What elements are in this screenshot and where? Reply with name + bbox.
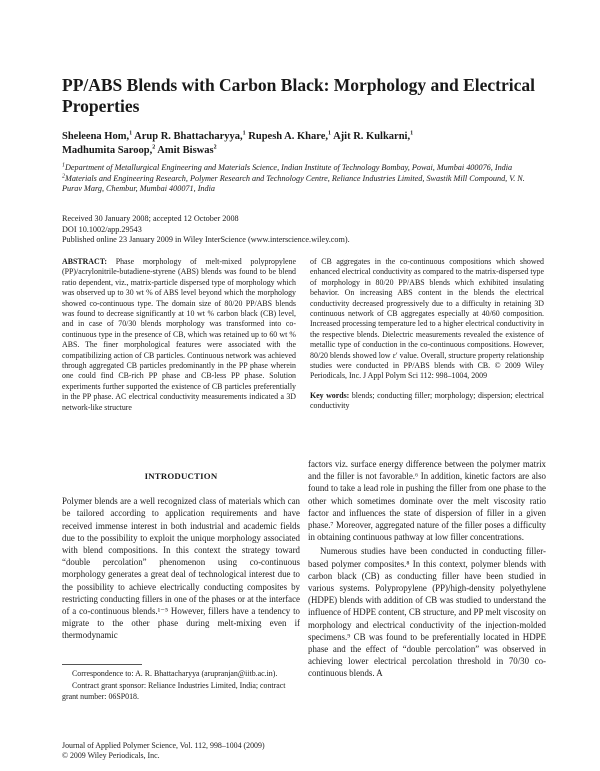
- author-name: Sheleena Hom,$^1$: [62, 130, 133, 142]
- affiliation: $^1$Department of Metallurgical Engineering and Materials Science, Indian Institute of Technology Bombay, Powai, Mumbai 400076, India: [62, 162, 513, 172]
- copyright: © 2009 Wiley Periodicals, Inc.: [62, 751, 160, 761]
- journal-citation: Journal of Applied Polymer Science, Vol. 112, 998–1004 (2009): [62, 741, 265, 750]
- paper-title: PP/ABS Blends with Carbon Black: Morphology and Electrical Properties: [62, 75, 536, 116]
- author-list: [62, 130, 542, 158]
- author-name: Ajit R. Kulkarni,$^1$: [333, 130, 414, 142]
- footnotes: [62, 664, 300, 704]
- author-name: Rupesh A. Khare,$^1$: [248, 130, 332, 142]
- correspondence-note: Correspondence to: A. R. Bhattacharyya (arupranjan@iitb.ac.in).: [72, 669, 278, 678]
- abstract-left-column: [62, 257, 296, 413]
- doi: DOI 10.1002/app.29543: [62, 224, 142, 234]
- body-left-column: [62, 470, 300, 642]
- section-heading: INTRODUCTION: [144, 471, 218, 481]
- abstract-text-continued: of CB aggregates in the co-continuous compositions which showed enhanced electrical conductivity as compared to the matrix-dispersed type of morphology in 80/20 PP/ABS blends which exhibited insulating behavior. On increasing ABS content in the blends the electrical conductivity decreased progressively due to a difficulty in retaining 3D continuous network of CB aggregates especially at 40/60 composition. Increased processing temperature led to a higher electrical conductivity in the respective blends. Dielectric measurements revealed the existence of metallic type of conduction in the co-continuous compositions. However, 80/20 blends showed low ε′ value. Overall, structure property relationship studies were conducted in PP/ABS blends with CB. © 2009 Wiley Periodicals, Inc. J Appl Polym Sci 112: 998–1004, 2009: [310, 257, 544, 381]
- publication-dates: [62, 214, 542, 246]
- received-date: Received 30 January 2008; accepted 12 October 2008: [62, 214, 239, 223]
- body-right-column: [308, 458, 546, 680]
- abstract-text: Phase morphology of melt-mixed polypropylene (PP)/acrylonitrile-butadiene-styrene (ABS) blends was found to be blend ratio dependent, viz., matrix-particle dispersed type of morphology which was observed up to 30 wt % of ABS level beyond which the morphology showed co-continuous type. The domain size of 80/20 PP/ABS blends was found to decrease significantly at 10 wt % carbon black (CB) level, and in case of 70/30 blends morphology was transformed into co-continuous type in the presence of CB, which was retained up to 60 wt % ABS. The finer morphological features were associated with the compatibilizing action of CB particles. Continuous network was achieved through aggregated CB particles predominantly in the PP phase wherein one could find CB-rich PP phase and CB-less PP phase. Solution experiments further supported the existence of CB particles preferentially in the PP phase. AC electrical conductivity measurements indicated a 3D network-like structure: [62, 257, 296, 412]
- published-date: Published online 23 January 2009 in Wiley InterScience (www.interscience.wiley.com).: [62, 235, 350, 244]
- author-name: Amit Biswas$^2$: [157, 144, 217, 156]
- abstract: [62, 257, 542, 452]
- journal-footer: [62, 741, 302, 762]
- author-name: Arup R. Bhattacharyya,$^1$: [134, 130, 246, 142]
- abstract-label: ABSTRACT:: [62, 257, 108, 266]
- abstract-right-column: [310, 257, 544, 412]
- affiliation: $^2$Materials and Engineering Research, Polymer Research and Technology Centre, Reliance Industries Limited, Swastik Mill Compound, V. N. Purav Marg, Chembur, Mumbai 400071, India: [62, 172, 525, 193]
- keywords: Key words: blends; conducting filler; morphology; dispersion; electrical conductivity: [310, 390, 544, 411]
- affiliations: [62, 163, 542, 195]
- footnote-rule: [62, 664, 142, 665]
- author-name: Madhumita Saroop,$^2$: [62, 144, 156, 156]
- body-paragraph: Polymer blends are a well recognized class of materials which can be tailored according to application requirements and have received immense interest in both industrial and academic fields due to the possibility to exploit the unique morphology associated with blend compositions. In this context the strategy toward “double percolation” phenomenon using co-continuous morphology generates a great deal of technological interest due to the possibility to achieve electrically conducting composites by restricting conducting fillers in one of the phases or at the interface of a co-continuous blends.¹⁻⁵ However, fillers have a tendency to migrate to the other phase during melt-mixing even if thermodynamic: [62, 496, 300, 641]
- body-paragraph: Numerous studies have been conducted in conducting filler-based polymer composites.⁸ In this context, polymer blends with carbon black (CB) as conducting filler have been studied in various systems. Polypropylene (PP)/high-density polyethylene (HDPE) blends with addition of CB was studied to understand the influence of HDPE content, CB structure, and PP melt viscosity on morphology and electrical conductivity of the injection-molded specimens.⁹ CB was found to be preferentially located in HDPE phase and the effect of “double percolation” was observed in achieving lower electrical percolation threshold in 70/30 co-continuous blends. A: [308, 546, 546, 679]
- grant-note: Contract grant sponsor: Reliance Industries Limited, India; contract grant number: 06SP018.: [62, 681, 286, 701]
- body-paragraph: factors viz. surface energy difference between the polymer matrix and the filler is not favorable.⁶ In addition, kinetic factors are also found to take a lead role in pushing the filler from one phase to the other which sometimes dominate over the melt viscosity ratio factor and influences the state of dispersion of filler in a given phase.⁷ Moreover, aggregated nature of the filler poses a difficulty in obtaining continuous pathway at low filler concentrations.: [308, 459, 546, 543]
